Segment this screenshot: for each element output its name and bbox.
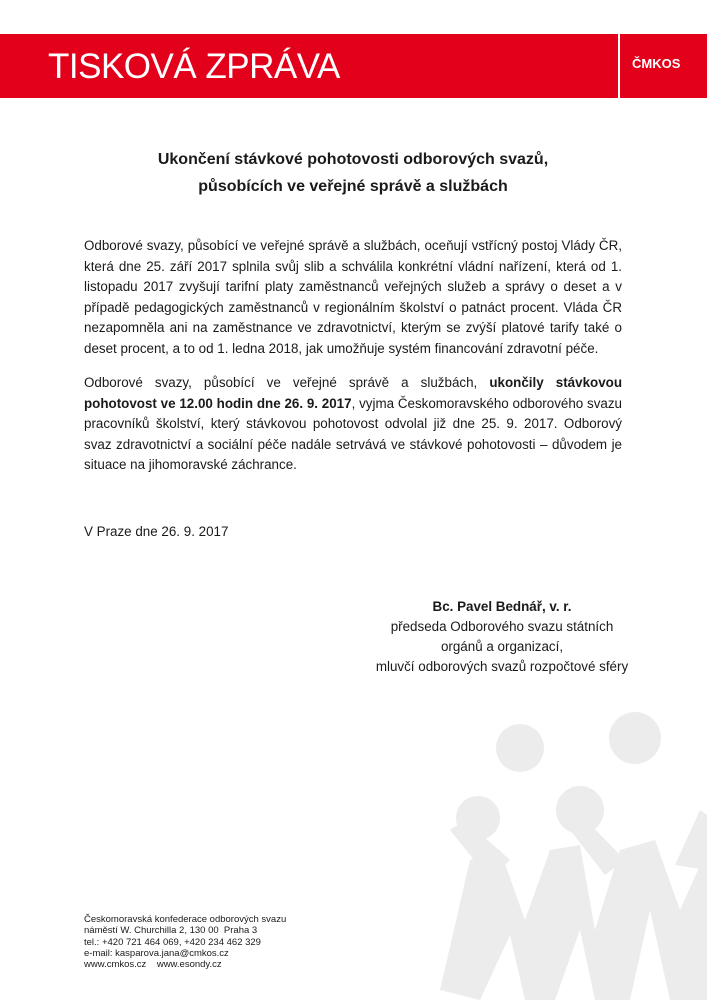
brand-logo-text: ČMKOS: [632, 56, 681, 71]
signatory-role-3: mluvčí odborových svazů rozpočtové sféry: [375, 659, 629, 674]
dateline: V Praze dne 26. 9. 2017: [84, 524, 229, 539]
footer-phone: tel.: +420 721 464 069, +420 234 462 329: [84, 936, 261, 948]
header-banner: [0, 34, 707, 98]
paragraph-1: Odborové svazy, působící ve veřejné správě a službách, oceňují vstřícný postoj Vlády ČR, která dne 25. září 2017 splnila svůj slib a schválila konkrétní vládní nařízení, která od 1. listopadu 2017 zvyšují tarifní platy zaměstnanců veřejných služeb a správy o deset a v případě pedagogických zaměstnanců v regionálním školství o patnáct procent. Vláda ČR nezapomněla ani na zaměstnance ve zdravotnictví, kterým se zvýší platové tarify také o deset procent, a to od 1. ledna 2018, jak umožňuje systém financování zdravotní péče.: [84, 238, 622, 356]
signatory-name: Bc. Pavel Bednář, v. r.: [432, 599, 572, 614]
paragraph-2-bold: ukončily stávkovou pohotovost ve 12.00 hodin dne 26. 9. 2017: [84, 375, 623, 411]
headline-line-2: působících ve veřejné správě a službách: [198, 178, 508, 195]
footer-org: Českomoravská konfederace odborových svazu: [84, 914, 287, 925]
signature-block: [340, 597, 664, 677]
signatory-role-1: předseda Odborového svazu státních: [390, 619, 614, 634]
people-group-logo-icon: [430, 700, 707, 1000]
headline-line-1: Ukončení stávkové pohotovosti odborových svazů,: [157, 151, 549, 168]
signatory-role-2: orgánů a organizací,: [440, 639, 564, 654]
banner-divider: [618, 34, 620, 98]
press-release-title: TISKOVÁ ZPRÁVA: [48, 47, 340, 86]
footer-email: e-mail: kasparova.jana@cmkos.cz: [84, 947, 229, 959]
footer-address: náměstí W. Churchilla 2, 130 00 Praha 3: [84, 925, 258, 937]
paragraph-2-part-1: Odborové svazy, působící ve veřejné správě a službách,: [84, 375, 490, 390]
footer-web: www.cmkos.cz www.esondy.cz: [84, 959, 222, 971]
paragraph-2: [84, 373, 622, 476]
footer-contact: [84, 914, 286, 970]
paragraph-2-part-2: , vyjma Českomoravského odborového svazu pracovníků školství, který stávkovou pohotovost odvolal již dne 25. 9. 2017. Odborový svaz zdravotnictví a sociální péče nadále setrvává ve stávkové pohotovosti – důvodem je situace na jihomoravské záchrance.: [84, 395, 622, 473]
document-headline: [84, 146, 622, 200]
